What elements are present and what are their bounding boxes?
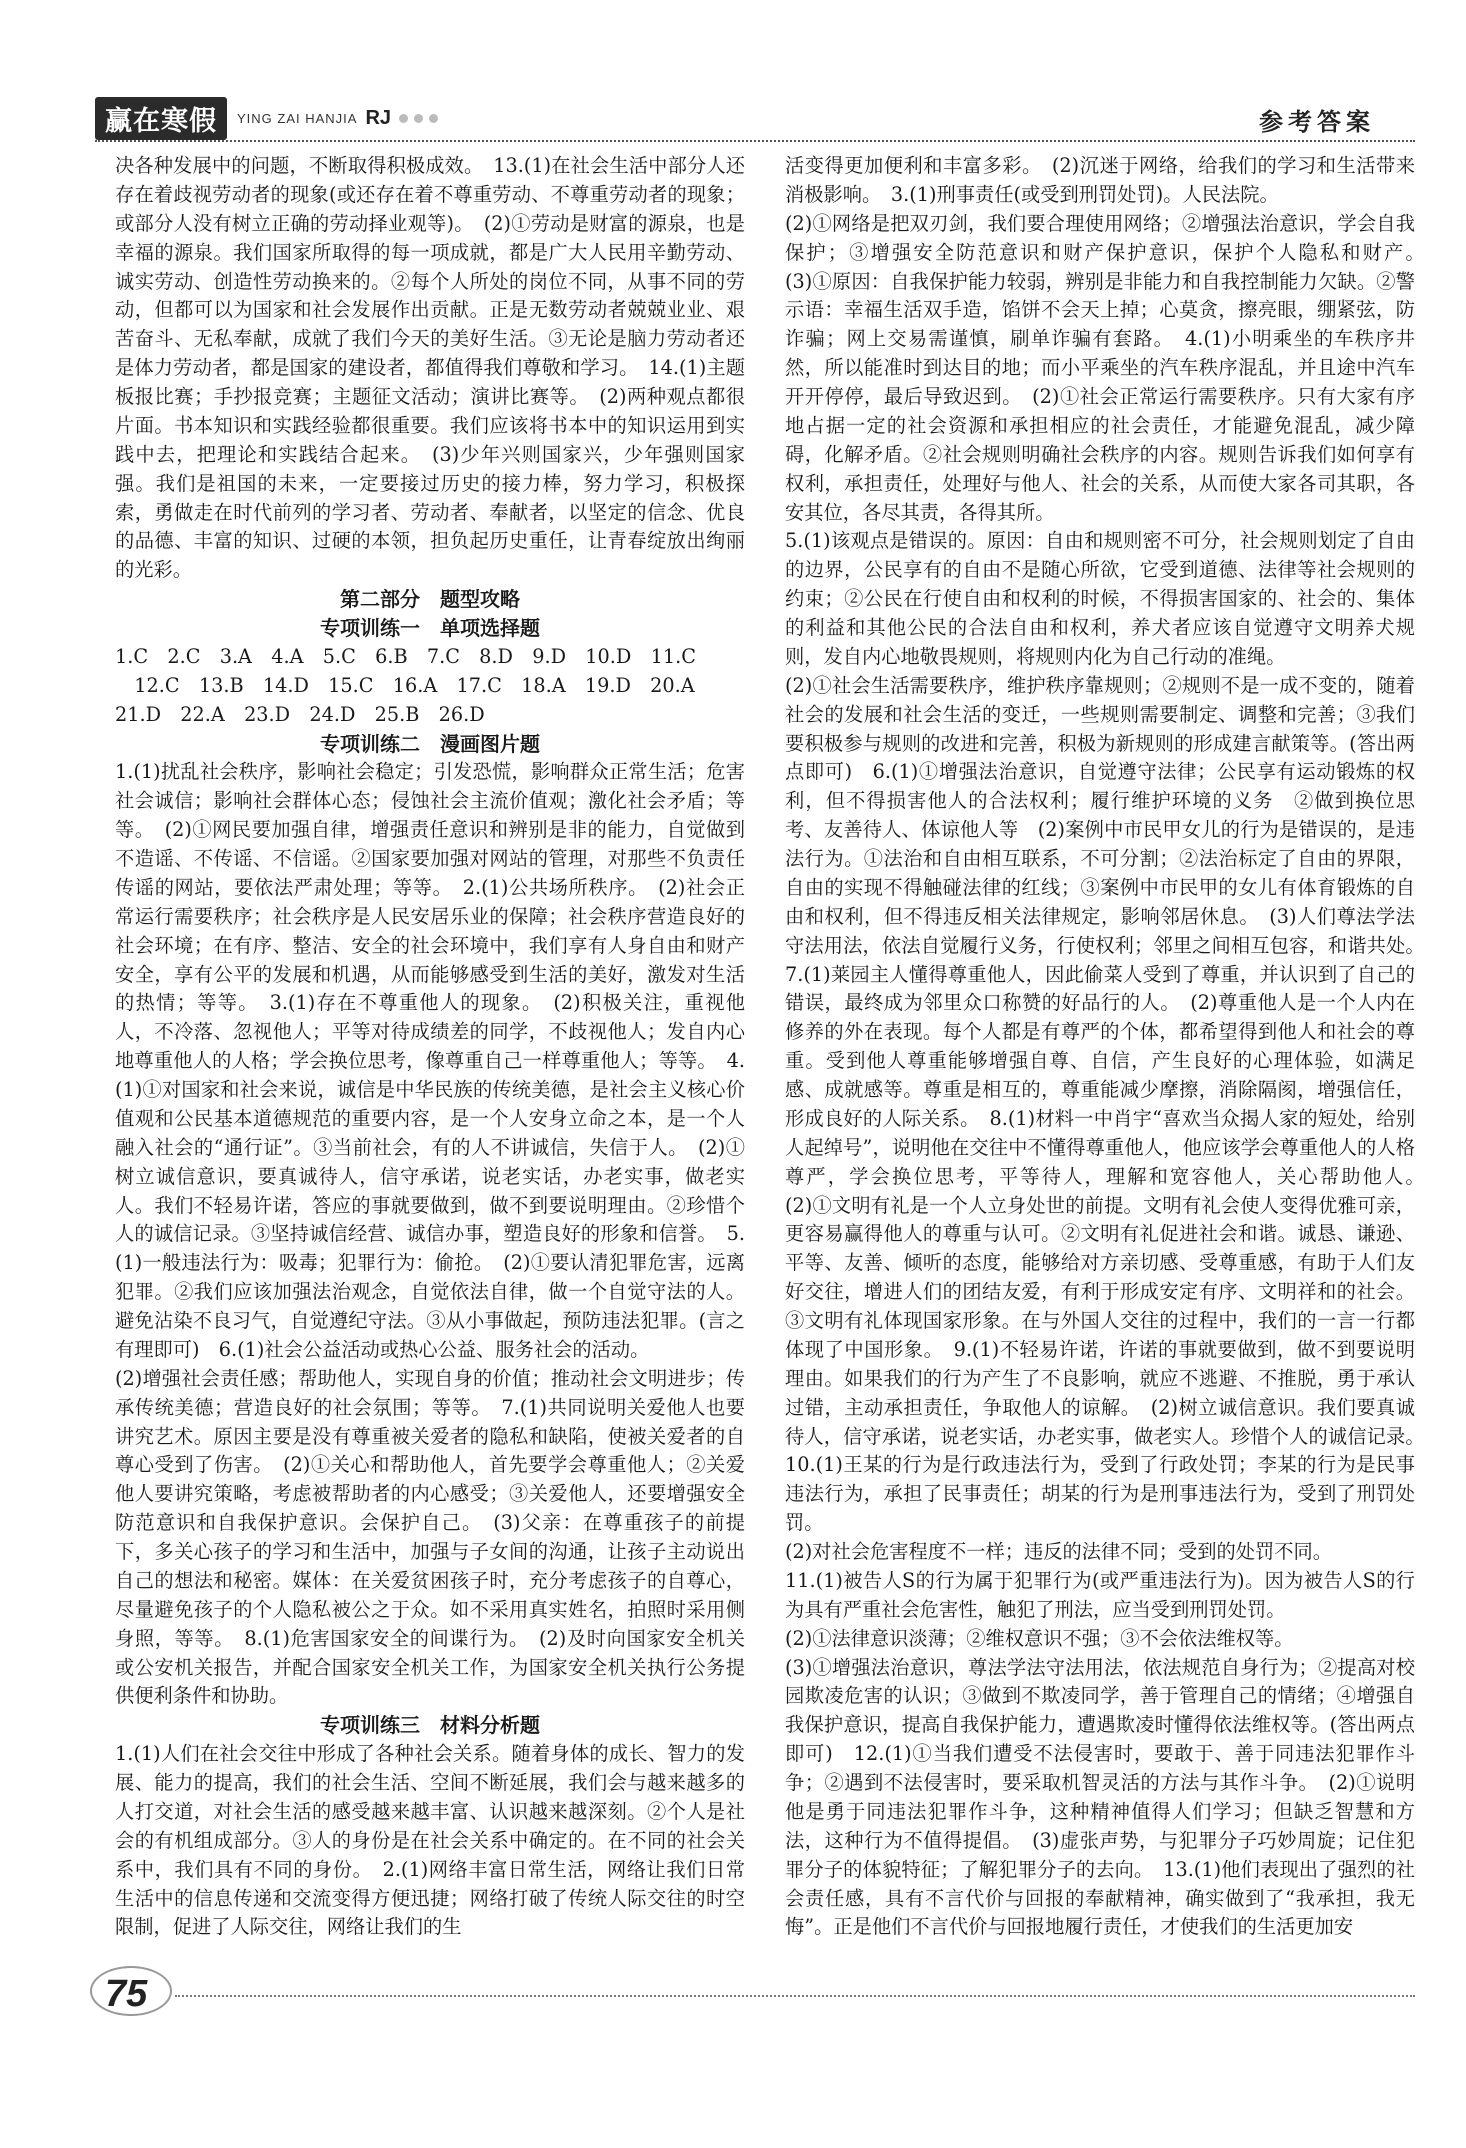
answer-paragraph: (2)①网络是把双刃剑，我们要合理使用网络；②增强法治意识，学会自我保护；③增强安全防范意识和财产保护意识，保护个人隐私和财产。 (3)①原因：自我保护能力较弱，辨别是非能力和自我控制能力欠缺。②警示语：幸福生活双手造，馅饼不会天上掉；心莫贪，擦亮眼，绷紧弦，防诈骗；网上交易需谨慎，刷单诈骗有套路。 4.(1)小明乘坐的车秩序井然，所以能准时到达目的地；而小平乘坐的汽车秩序混乱，并且途中汽车开开停停，最后导致迟到。 (2)①社会正常运行需要秩序。只有大家有序地占据一定的社会资源和承担相应的社会责任，才能避免混乱，减少障碍，化解矛盾。②社会规则明确社会秩序的内容。规则告诉我们如何享有权利，承担责任，处理好与他人、社会的关系，从而使大家各司其职，各安其位，各尽其责，各得其所。 (785, 211, 1435, 524)
answer-paragraph: (2)①社会生活需要秩序，维护秩序靠规则；②规则不是一成不变的，随着社会的发展和社会生活的变迁，一些规则需要制定、调整和完善；③我们要积极参与规则的改进和完善，积极为新规则的形成建言献策等。(答出两点即可) 6.(1)①增强法治意识，自觉遵守法律；公民享有运动锻炼的权利，但不得损害他人的合法权利；履行维护环境的义务 ②做到换位思考、友善待人、体谅他人等 (2)案例中市民甲女儿的行为是错误的，是违法行为。①法治和自由相互联系，不可分割；②法治标定了自由的界限，自由的实现不得触碰法律的红线；③案例中市民甲的女儿有体育锻炼的自由和权利，但不得违反相关法律规定，影响邻居休息。 (3)人们尊法学法守法用法，依法自觉履行义务，行使权利；邻里之间相互包容，和谐共处。 7.(1)莱园主人懂得尊重他人，因此偷菜人受到了尊重，并认识到了自己的错误，最终成为邻里众口称赞的好品行的人。 (2)尊重他人是一个人内在修养的外在表现。每个人都是有尊严的个体，都希望得到他人和社会的尊重。受到他人尊重能够增强自尊、自信，产生良好的心理体验，如满足感、成就感等。尊重是相互的，尊重能减少摩擦，消除隔阂，增强信任，形成良好的人际关系。 8.(1)材料一中肖宇“喜欢当众揭人家的短处，给别人起绰号”，说明他在交往中不懂得尊重他人，他应该学会尊重他人的人格尊严，学会换位思考，平等待人，理解和宽容他人，关心帮助他人。 (2)①文明有礼是一个人立身处世的前提。文明有礼会使人变得优雅可亲，更容易赢得他人的尊重与认可。②文明有礼促进社会和谐。诚恳、谦逊、平等、友善、倾听的态度，能够给对方亲切感、受尊重感，有助于人们友好交往，增进人们的团结友爱，有利于形成安定有序、文明祥和的社会。③文明有礼体现国家形象。在与外国人交往的过程中，我们的一言一行都体现了中国形象。 9.(1)不轻易许诺，许诺的事就要做到，做不到要说明理由。如果我们的行为产生了不良影响，就应不逃避、不推脱，勇于承认过错，主动承担责任，争取他人的谅解。 (2)树立诚信意识。我们要真诚待人，信守承诺，说老实话，办老实事，做老实人。珍惜个人的诚信记录。 10.(1)王某的行为是行政违法行为，受到了行政处罚；李某的行为是民事违法行为，承担了民事责任；胡某的行为是刑事违法行为，受到了刑罚处罚。 (785, 673, 1435, 1535)
answer-paragraph: 1.(1)人们在社会交往中形成了各种社会关系。随着身体的成长、智力的发展、能力的提高，我们的社会生活、空间不断延展，我们会与越来越多的人打交道，对社会生活的感受越来越丰富、认识越来越深刻。②个人是社会的有机组成部分。③人的身份是在社会关系中确定的。在不同的社会关系中，我们具有不同的身份。 2.(1)网络丰富日常生活，网络让我们日常生活中的信息传递和交流变得方便迅捷；网络打破了传统人际交往的时空限制，促进了人际交往，网络让我们的生 (115, 1742, 745, 1939)
answer-key-row: 21.D 22.A 23.D 24.D 25.B 26.D (115, 702, 485, 726)
answer-paragraph: 决各种发展中的问题，不断取得积极成效。 13.(1)在社会生活中部分人还存在着歧视劳动者的现象(或还存在着不尊重劳动、不尊重劳动者的现象；或部分人没有树立正确的劳动择业观等)。 (2)①劳动是财富的源泉，也是幸福的源泉。我们国家所取得的每一项成就，都是广大人民用辛勤劳动、诚实劳动、创造性劳动换来的。②每个人所处的岗位不同，从事不同的劳动，但都可以为国家和社会发展作出贡献。正是无数劳动者兢兢业业、艰苦奋斗、无私奉献，成就了我们今天的美好生活。③无论是脑力劳动者还是体力劳动者，都是国家的建设者，都值得我们尊敬和学习。 14.(1)主题板报比赛；手抄报竞赛；主题征文活动；演讲比赛等。 (2)两种观点都很片面。书本知识和实践经验都很重要。我们应该将书本中的知识运用到实践中去，把理论和实践结合起来。 (3)少年兴则国家兴，少年强则国家强。我们是祖国的未来，一定要接过历史的接力棒，努力学习，积极探索，勇做走在时代前列的学习者、劳动者、奉献者，以坚定的信念、优良的品德、丰富的知识、过硬的本领，担负起历史重任，让青春绽放出绚丽的光彩。 (115, 154, 745, 582)
page-number: 75 (105, 1973, 148, 2015)
part-heading: 第二部分 题型攻略 (340, 587, 520, 612)
brand-title: 赢在寒假 (95, 97, 227, 140)
header-divider (95, 140, 1415, 142)
section-heading: 专项训练三 材料分析题 (320, 1713, 540, 1738)
decorative-dots-icon (399, 114, 438, 123)
left-column (115, 152, 745, 1942)
section-heading: 专项训练二 漫画图片题 (320, 731, 540, 756)
page-header (95, 98, 1415, 142)
answer-paragraph: (3)①增强法治意识，尊法学法守法用法，依法规范自身行为；②提高对校园欺凌危害的认识；③做到不欺凌同学，善于管理自己的情绪；④增强自我保护意识，提高自我保护能力，遭遇欺凌时懂得依法维权等。(答出两点即可) 12.(1)①当我们遭受不法侵害时，要敢于、善于同违法犯罪作斗争；②遇到不法侵害时，要采取机智灵活的方法与其作斗争。 (2)①说明他是勇于同违法犯罪作斗争，这种精神值得人们学习；但缺乏智慧和方法，这种行为不值得提倡。 (3)虚张声势，与犯罪分子巧妙周旋；记住犯罪分子的体貌特征；了解犯罪分子的去向。 13.(1)他们表现出了强烈的社会责任感，具有不言代价与回报的奉献精神，确实做到了“我承担，我无悔”。正是他们不言代价与回报地履行责任，才使我们的生活更加安 (785, 1655, 1415, 1939)
answer-paragraph: (2)增强社会责任感；帮助他人，实现自身的价值；推动社会文明进步；传承传统美德；营造良好的社会氛围；等等。 7.(1)共同说明关爱他人也要讲究艺术。原因主要是没有尊重被关爱者的隐私和缺陷，使被关爱者的自尊心受到了伤害。 (2)①关心和帮助他人，首先要学会尊重他人；②关爱他人要讲究策略，考虑被帮助者的内心感受；③关爱他人，还要增强安全防范意识和自我保护意识。会保护自己。 (3)父亲：在尊重孩子的前提下，多关心孩子的学习和生活中，加强与子女间的沟通，让孩子主动说出自己的想法和秘密。媒体：在关爱贫困孩子时，充分考虑孩子的自尊心，尽量避免孩子的个人隐私被公之于众。如不采用真实姓名，拍照时采用侧身照，等等。 8.(1)危害国家安全的间谍行为。 (2)及时向国家安全机关或公安机关报告，并配合国家安全机关工作，为国家安全机关执行公务提供便利条件和协助。 (115, 1366, 745, 1708)
right-column (785, 152, 1435, 1942)
section-title: 参考答案 (1259, 108, 1375, 136)
edition-label: RJ (365, 106, 392, 129)
answer-paragraph: 5.(1)该观点是错误的。原因：自由和规则密不可分，社会规则划定了自由的边界，公民享有的自由不是随心所欲，它受到道德、法律等社会规则的约束；②公民在行使自由和权利的时候，不得损害国家的、社会的、集体的利益和其他公民的合法自由和权利，养犬者应该自觉遵守文明养犬规则，发自内心地敬畏规则，将规则内化为自己行动的准绳。 (785, 529, 1415, 668)
answer-key-row: 1.C 2.C 3.A 4.A 5.C 6.B 7.C 8.D 9.D 10.D 11.C (115, 644, 696, 668)
answer-paragraph: 11.(1)被告人S的行为属于犯罪行为(或严重违法行为)。因为被告人S的行为具有严重社会危害性，触犯了刑法，应当受到刑罚处罚。 (785, 1568, 1415, 1621)
brand-logo (95, 98, 438, 138)
answer-key-row: 12.C 13.B 14.D 15.C 16.A 17.C 18.A 19.D 20.A (115, 673, 695, 697)
section-heading: 专项训练一 单项选择题 (320, 616, 540, 640)
answer-paragraph: 活变得更加便利和丰富多彩。 (2)沉迷于网络，给我们的学习和生活带来消极影响。 3.(1)刑事责任(或受到刑罚处罚)。人民法院。 (785, 154, 1415, 206)
footer-divider (175, 1995, 1415, 1997)
answer-paragraph: (2)对社会危害程度不一样；违反的法律不同；受到的处罚不同。 (785, 1540, 1333, 1563)
brand-pinyin: YING ZAI HANJIA (237, 110, 358, 126)
answer-paragraph: (2)①法律意识淡薄；②维权意识不强；③不会依法维权等。 (785, 1626, 1294, 1650)
answer-paragraph: 1.(1)扰乱社会秩序，影响社会稳定；引发恐慌，影响群众正常生活；危害社会诚信；影响社会群体心态；侵蚀社会主流价值观；激化社会矛盾；等等。 (2)①网民要加强自律，增强责任意识和辨别是非的能力，自觉做到不造谣、不传谣、不信谣。②国家要加强对网站的管理，对那些不负责任传谣的网站，要依法严肃处理；等等。 2.(1)公共场所秩序。 (2)社会正常运行需要秩序；社会秩序是人民安居乐业的保障；社会秩序营造良好的社会环境；在有序、整洁、安全的社会环境中，我们享有人身自由和财产安全，享有公平的发展和机遇，从而能够感受到生活的美好，激发对生活的热情；等等。 3.(1)存在不尊重他人的现象。 (2)积极关注，重视他人，不冷落、忽视他人；平等对待成绩差的同学，不歧视他人；发自内心地尊重他人的人格；学会换位思考，像尊重自己一样尊重他人；等等。 4.(1)①对国家和社会来说，诚信是中华民族的传统美德，是社会主义核心价值观和公民基本道德规范的重要内容，是一个人安身立命之本，是一个人融入社会的“通行证”。③当前社会，有的人不讲诚信，失信于人。 (2)①树立诚信意识，要真诚待人，信守承诺，说老实话，办老实事，做老实人。我们不轻易许诺，答应的事就要做到，做不到要说明理由。②珍惜个人的诚信记录。③坚持诚信经营、诚信办事，塑造良好的形象和信誉。 5.(1)一般违法行为：吸毒；犯罪行为：偷抢。 (2)①要认清犯罪危害，远离犯罪。②我们应该加强法治观念，自觉依法自律，做一个自觉守法的人。避免沾染不良习气，自觉遵纪守法。③从小事做起，预防违法犯罪。(言之有理即可) 6.(1)社会公益活动或热心公益、服务社会的活动。 (115, 760, 745, 1361)
